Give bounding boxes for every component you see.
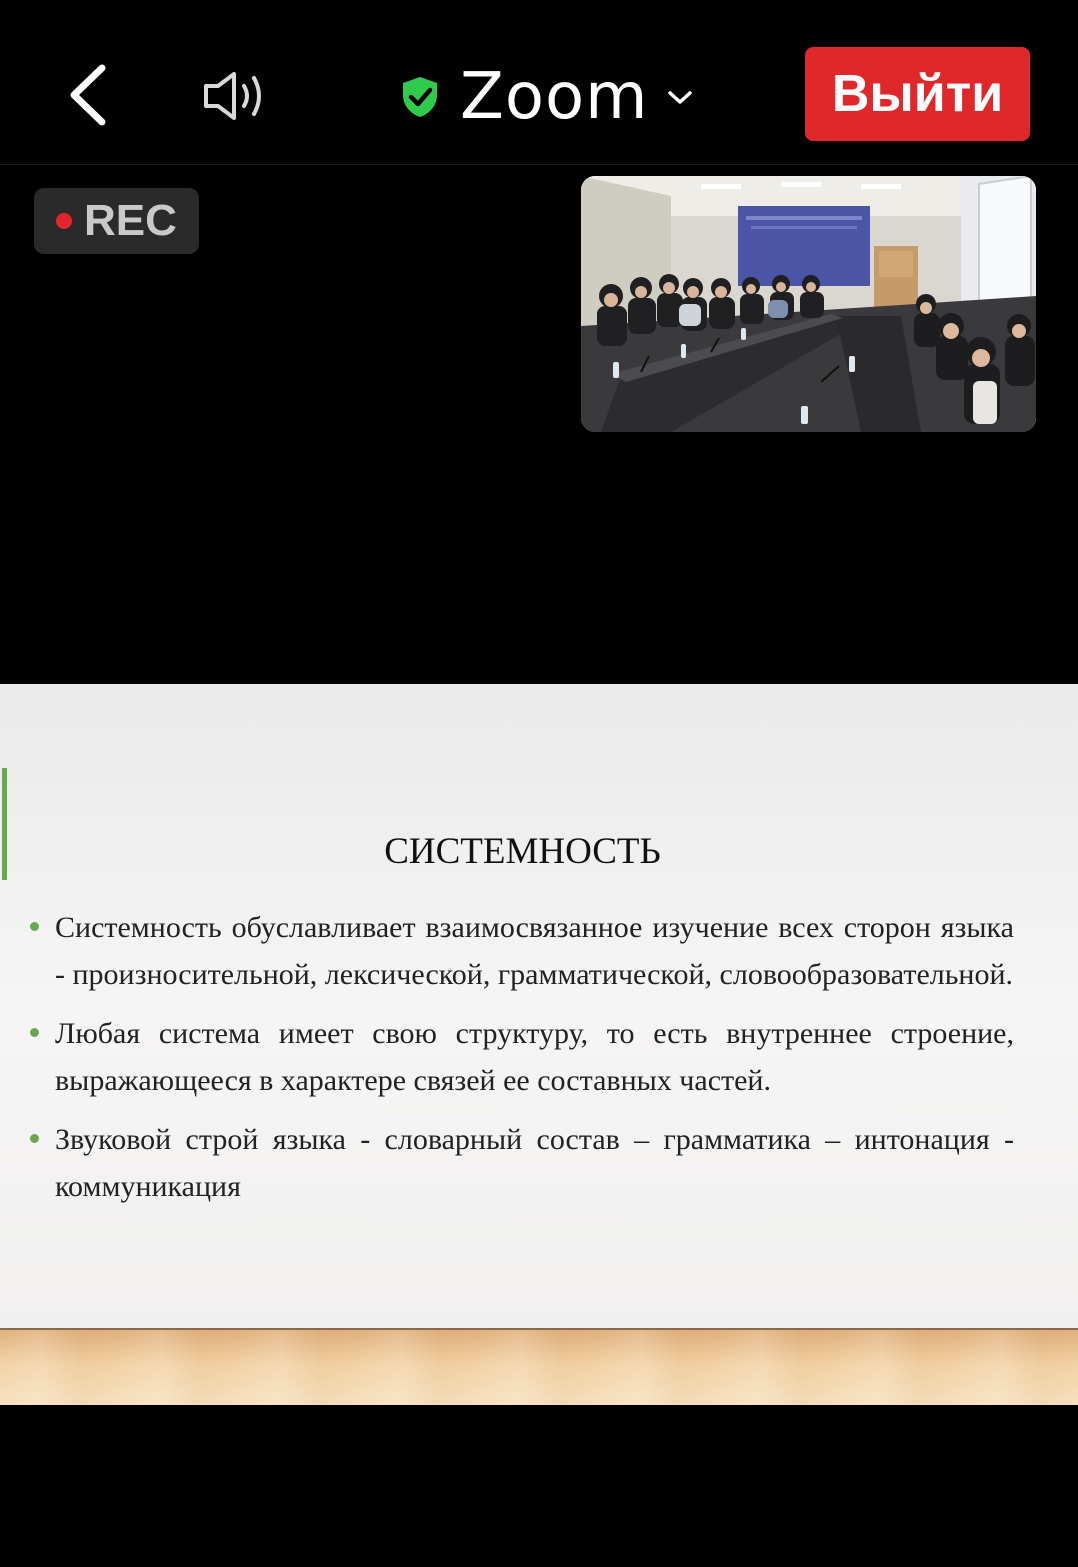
slide-bullet: [30, 1116, 1014, 1210]
slide-bullet-text: Системность обуславливает взаимосвязанное изучение всех сторон языка - произносительной, лексической, грамматической, словообразовательной.: [55, 911, 1014, 991]
bullet-dot-icon: [30, 1134, 39, 1143]
slide-wood-floor: [0, 1328, 1078, 1405]
speaker-icon: [198, 66, 274, 126]
slide-bullet-text: Звуковой строй языка - словарный состав – грамматика – интонация - коммуникация: [55, 1123, 1014, 1203]
slide-title: СИСТЕМНОСТЬ: [384, 831, 661, 872]
chevron-left-icon: [62, 60, 122, 130]
slide-bullet-text: Любая система имеет свою структуру, то есть внутреннее строение, выражающееся в характере связей ее составных частей.: [55, 1017, 1014, 1097]
bullet-dot-icon: [30, 922, 39, 931]
recording-badge: [34, 188, 199, 254]
slide-bullet: [30, 1010, 1014, 1104]
slide-bullet: [30, 904, 1014, 998]
recording-dot-icon: [56, 213, 72, 229]
shared-slide: [0, 684, 1078, 1405]
audio-output-button[interactable]: [198, 66, 274, 126]
chevron-down-icon: [665, 87, 695, 107]
recording-label: REC: [84, 196, 177, 245]
top-bar: [0, 0, 1078, 165]
conference-room-video: [581, 176, 1036, 432]
meeting-title-menu[interactable]: [400, 58, 695, 136]
participant-video-thumbnail[interactable]: [581, 176, 1036, 432]
bullet-dot-icon: [30, 1028, 39, 1037]
app-title: Zoom: [460, 60, 649, 134]
shield-check-icon: [400, 75, 440, 119]
slide-bullet-list: [30, 904, 1014, 1222]
back-button[interactable]: [62, 60, 122, 130]
leave-button[interactable]: Выйти: [805, 47, 1030, 141]
